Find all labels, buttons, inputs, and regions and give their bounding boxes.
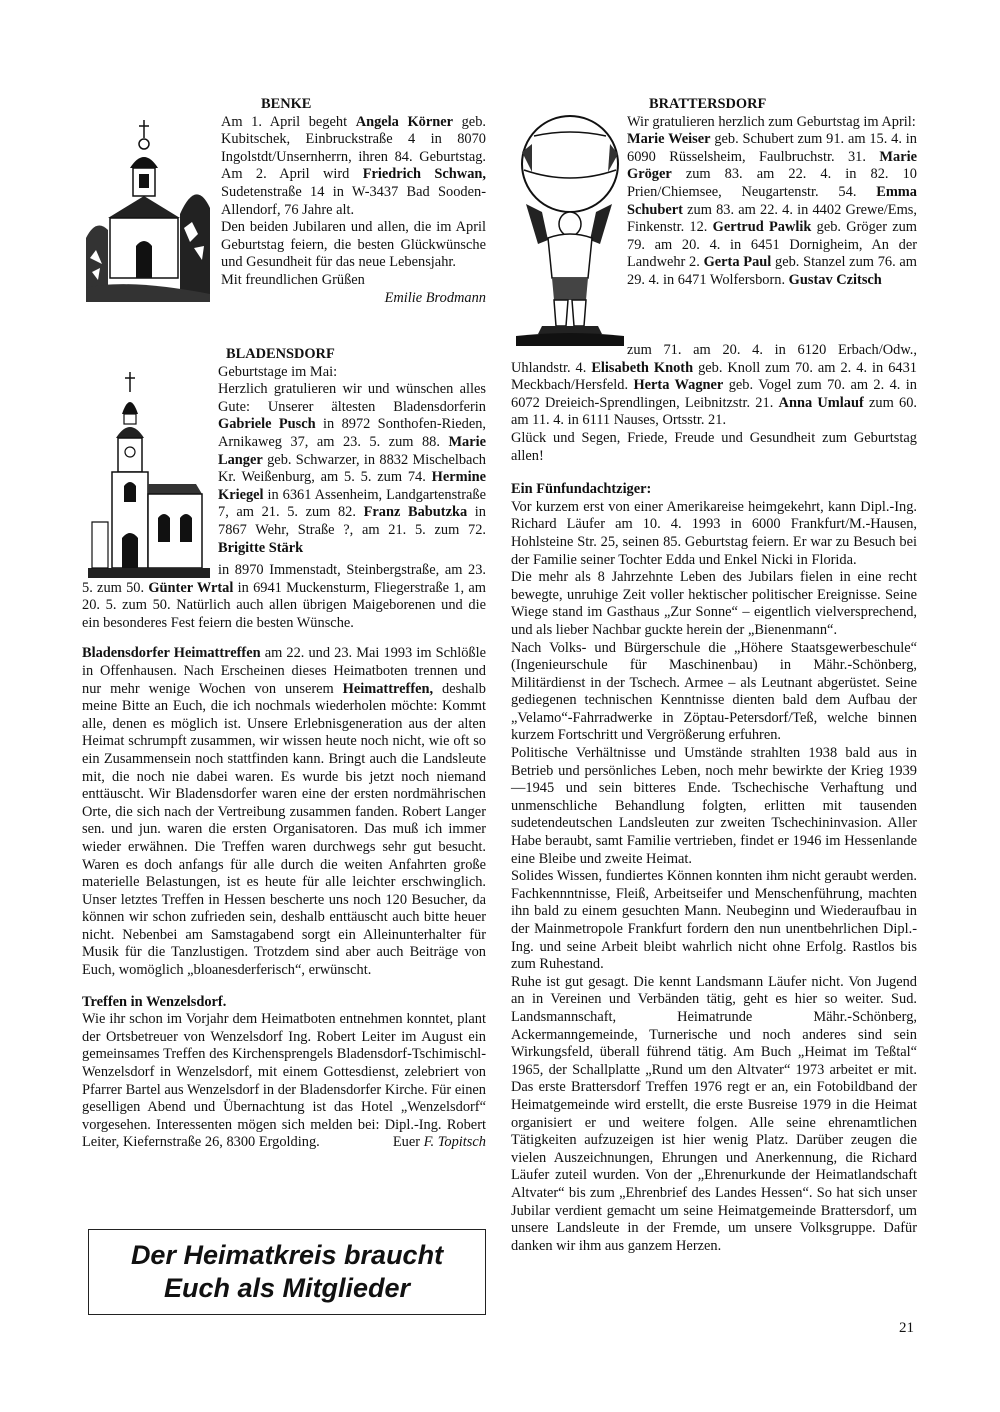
person-name: Friedrich Schwan, <box>362 166 486 183</box>
brattersdorf-intro: Wir gratulieren herzlich zum Geburtstag im April: <box>627 113 916 130</box>
fuenf-paragraph: Die mehr als 8 Jahrzehnte Leben des Jubilars fielen in eine recht bewegte, unruhige Zeit voller hektischer politischer Ereignisse. Seine Wiege stand im Gasthaus „Zur Sonne“ – eigentlich vielversprechend, und als lieber Nachbar guckte herein der „Bienenmann“. <box>511 569 917 638</box>
benke-section <box>221 96 486 307</box>
bladensdorf-birthdays-cont: in 8970 Immenstadt, Steinbergstraße, am 23. 5. zum 50. Günter Wrtal in 6941 Muckensturm, Fliegerstraße 1, am 20. 5. zum 50. Natürlich auch allen übrigen Maigeborenen und die ein besonderes Fest feiern die besten Wünsche. <box>82 562 486 631</box>
church-illustration <box>88 372 210 578</box>
brattersdorf-birthdays-cont: zum 71. am 20. 4. in 6120 Erbach/Odw., Uhlandstr. 4. Elisabeth Knoth geb. Knoll zum 70. am 2. 4. in 6431 Meckbach/Hersfeld. Herta Wagner geb. Vogel zum 70. am 2. 4. in 6072 Dreieich-Sprendlingen, Leibnitzstr. 21. Anna Umlauf zum 60. am 11. 4. in 6111 Nauses, Ortsstr. 21. <box>511 342 918 429</box>
benke-birthday-text: Am 1. April begeht Angela Körner geb. Kubitschek, Einbruckstraße 4 in 8070 Ingolstdt/Unsernherrn, ihren 84. Geburtstag. Am 2. April wird Friedrich Schwan, Sudetenstraße 14 in W-3437 Bad Sooden-Allendorf, 76 Jahre alt. <box>221 113 486 218</box>
ad-line-1: Der Heimatkreis braucht <box>130 1240 444 1270</box>
fuenf-paragraph: Nach Volks- und Bürgerschule die „Höhere Staatsgewerbeschule“ (Ingenieurschule für Maschinenbau) in Mähr.-Schönberg, Militärdienst in der Tschech. Armee – als Leutnant abgerüstet. Seine gediegenen technischen Kenntnisse dienten bald dem Aufbau der „Velamo“-Fahrradwerke in Zöptau-Petersdorf/Teß, welche binnen kurzem Fortschritt und Vergrößerung erfuhren. <box>511 639 917 744</box>
chapel-illustration <box>86 118 210 302</box>
fuenf-paragraph: Ruhe ist gut gesagt. Die kennt Landsmann Läufer nicht. Von Jugend an in Vereinen und Verbänden tätig, geht es hier so weiter. Sud. Landsmannschaft, Heimatrunde Mähr.-Schönberg, Ackermanngemeinde, Turnerische und noch anderes sind sein Wirkungsfeld, überall führend tätig. Am Buch „Heimat im Teßtal“ 1965, der Schallplatte „Rund um den Altvater“ 1973 arbeitet er mit. Das erste Brattersdorf Treffen 1976 regt er an, ein Fotobildband der Heimatgemeinde wird erstellt, die erste Busreise 1979 in die Heimat organisiert er und weitere folgen. Alle seine ehrenamtlichen Tätigkeiten aufzuzeigen ist hier wenig Platz. Darüber zeugen die vielen Auszeichnungen, Ehrungen und Anerkennung, die Richard Läufer zuteil wurden. Von der „Ehrenurkunde der Heimatlandschaft Altvater“ bis zum „Ehrenbrief des Landes Hessen“. So hat sich unser Jubilar verdient gemacht um seine Heimatgemeinde Brattersdorf, um unsere Landsleute in der Fremde, um unsere Volksgruppe. Dafür danken wir ihm aus ganzem Herzen. <box>511 973 917 1254</box>
brattersdorf-closing: Glück und Segen, Friede, Freude und Gesundheit zum Geburtstag allen! <box>511 429 917 464</box>
wenzelsdorf-heading: Treffen in Wenzelsdorf. <box>82 993 227 1010</box>
wenzelsdorf-signature: Euer F. Topitsch <box>392 1134 486 1151</box>
brattersdorf-birthdays: Marie Weiser geb. Schubert zum 91. am 15. 4. in 6090 Rüsselsheim, Faulbruchstr. 31. Marie Gröger zum 83. am 22. 4. in 82. 10 Prien/Chiemsee, Neugartenstr. 54. Emma Schubert zum 83. am 22. 4. in 4402 Grewe/Ems, Finkenstr. 12. Gertrud Pawlik geb. Gröger zum 79. am 20. 4. in 6451 Dornigheim, An der Landwehr 2. Gerta Paul geb. Stanzel zum 76. am 29. 4. in 6471 Wolfersborn. Gustav Czitsch <box>627 131 917 288</box>
benke-heading: BENKE <box>261 96 312 112</box>
fuenf-paragraph: Vor kurzem erst von einer Amerikareise heimgekehrt, kann Dipl.-Ing. Richard Läufer am 10. 4. 1993 in 6000 Frankfurt/M.-Hausen, Hohlsteine Str. 25, seinen 85. Geburtstag feiern. Er war zu Besuch bei der Familie seiner Tochter Edda und Enkel Nicki in Florida. <box>511 498 917 568</box>
bladensdorf-heading: BLADENSDORF <box>226 346 335 362</box>
benke-signature: Emilie Brodmann <box>384 289 486 306</box>
membership-ad-box <box>88 1229 486 1315</box>
fuenf-paragraph: Politische Verhältnisse und Umstände strahlten 1938 bald aus in Betrieb und persönliches Leben, noch mehr bewirkte der Krieg 1939—1945 und sein bitteres Ende. Tschechische Verhaftung und unmenschliche Behandlung folgten, erlitten mit tausenden sudetendeutschen Landsleuten zur zweiten Tschechininvasion. Aller Habe beraubt, samt Familie vertrieben, findet er 1946 im Hessenlande eine Bleibe und zweite Heimat. <box>511 745 917 867</box>
brattersdorf-section <box>627 96 917 290</box>
page-number: 21 <box>899 1320 914 1336</box>
right-column-main <box>511 342 917 1255</box>
heimattreffen-article: Bladensdorfer Heimattreffen am 22. und 23. Mai 1993 im Schlößle in Offenhausen. Nach Erscheinen dieses Heimatboten trennen und nur mehr wenige Wochen von unserem Heimattreffen, deshalb meine Bitte an Euch, die ich nochmals wiederholen möchte: Kommt alle, denen es möglich ist. Unsere Erlebnisgeneration aus der alten Heimat schrumpft zusammen, wir wissen heute noch nicht, wie oft so ein Zusammensein noch stattfinden kann. Bringt auch die Landsleute mit, die noch nie dabei waren. Es wurde bis jetzt noch niemand enttäuscht. Wir Bladensdorfer waren eine der ersten nordmährischen Orte, die sich nach der Vertreibung zusammen fanden. Robert Langer sen. und jun. waren die ersten Organisatoren. Das muß ich immer wieder erwähnen. Die Treffen waren durchwegs sehr gut besucht. Waren es doch anfangs für alle durch die weiten Anfahrten große materielle Belastungen, ist es heute für alle leichter erschwinglich. Unser letztes Treffen in Hessen bescherte uns noch 120 Besucher, da können wir schon zufrieden sein, deshalb enttäuscht auch bitte heuer nicht. Nebenbei am Samstagabend sorgt ein Alleinunterhalter für Musik für die Tanzlustigen. Trotzdem sind aber auch Beiträge von Euch, womöglich „bloanesderferisch“, erwünscht. <box>82 645 486 979</box>
left-column-main <box>82 562 486 1152</box>
person-name: Angela Körner <box>355 113 454 130</box>
fuenfundachtziger-heading: Ein Fünfundachtziger: <box>511 481 652 498</box>
benke-wishes: Den beiden Jubilaren und allen, die im April Geburtstag feiern, die besten Glückwünsche und Gesundheit für das neue Lebensjahr. <box>221 219 486 271</box>
ad-line-2: Euch als Mitglieder <box>163 1273 411 1303</box>
wenzelsdorf-text: Wie ihr schon im Vorjahr dem Heimatboten entnehmen konntet, plant der Ortsbetreuer von Wenzelsdorf Ing. Robert Leiter im August ein gemeinsames Treffen des Kirchensprengels Bladensdorf-Tschimischl-Wenzelsdorf in Wenzelsdorf, mit einem Gottesdienst, zelebriert von Pfarrer Bartel aus Wenzelsdorf in der Bladensdorfer Kirche. Für einen geselligen Abend und Übernachtung ist das Hotel „Wenzelsdorf“ vorgesehen. Interessenten mögen sich melden bei: Dipl.-Ing. Robert Leiter, Kiefernstraße 26, 8300 Ergolding. <box>82 1011 486 1151</box>
atlas-statue-illustration <box>512 114 626 346</box>
brattersdorf-heading: BRATTERSDORF <box>649 96 767 112</box>
bladensdorf-birthdays: Herzlich gratulieren wir und wünschen alles Gute: Unserer ältesten Bladensdorferin Gabriele Pusch in 8972 Sonthofen-Rieden, Arnikaweg 37, am 23. 5. zum 88. Marie Langer geb. Schwarzer, in 8832 Mischelbach Kr. Weißenburg, am 5. 5. zum 74. Hermine Kriegel in 6361 Assenheim, Landgartenstraße 7, am 21. 5. zum 82. Franz Babutzka in 7867 Wehr, Straße ?, am 21. 5. zum 72. Brigitte Stärk <box>218 381 486 556</box>
bladensdorf-intro: Geburtstage im Mai: <box>218 363 338 380</box>
bladensdorf-section <box>218 346 486 557</box>
benke-greeting: Mit freundlichen Grüßen <box>221 271 365 288</box>
fuenf-paragraph: Solides Wissen, fundiertes Können konnten ihm nicht geraubt werden. Fachkennntnisse, Fleiß, Arbeitseifer und Menschenführung, machten ihn bald zu einem gesuchten Mann. Neubeginn und Wiederaufbau in der Mainmetropole Frankfurt fordern den nun unentbehrlichen Dipl.-Ing. und seine Arbeit bleibt wahrlich nicht ohne Erfolg. Rastlos bis zum Ruhestand. <box>511 868 918 973</box>
heimattreffen-title: Bladensdorfer Heimattreffen <box>82 645 261 662</box>
